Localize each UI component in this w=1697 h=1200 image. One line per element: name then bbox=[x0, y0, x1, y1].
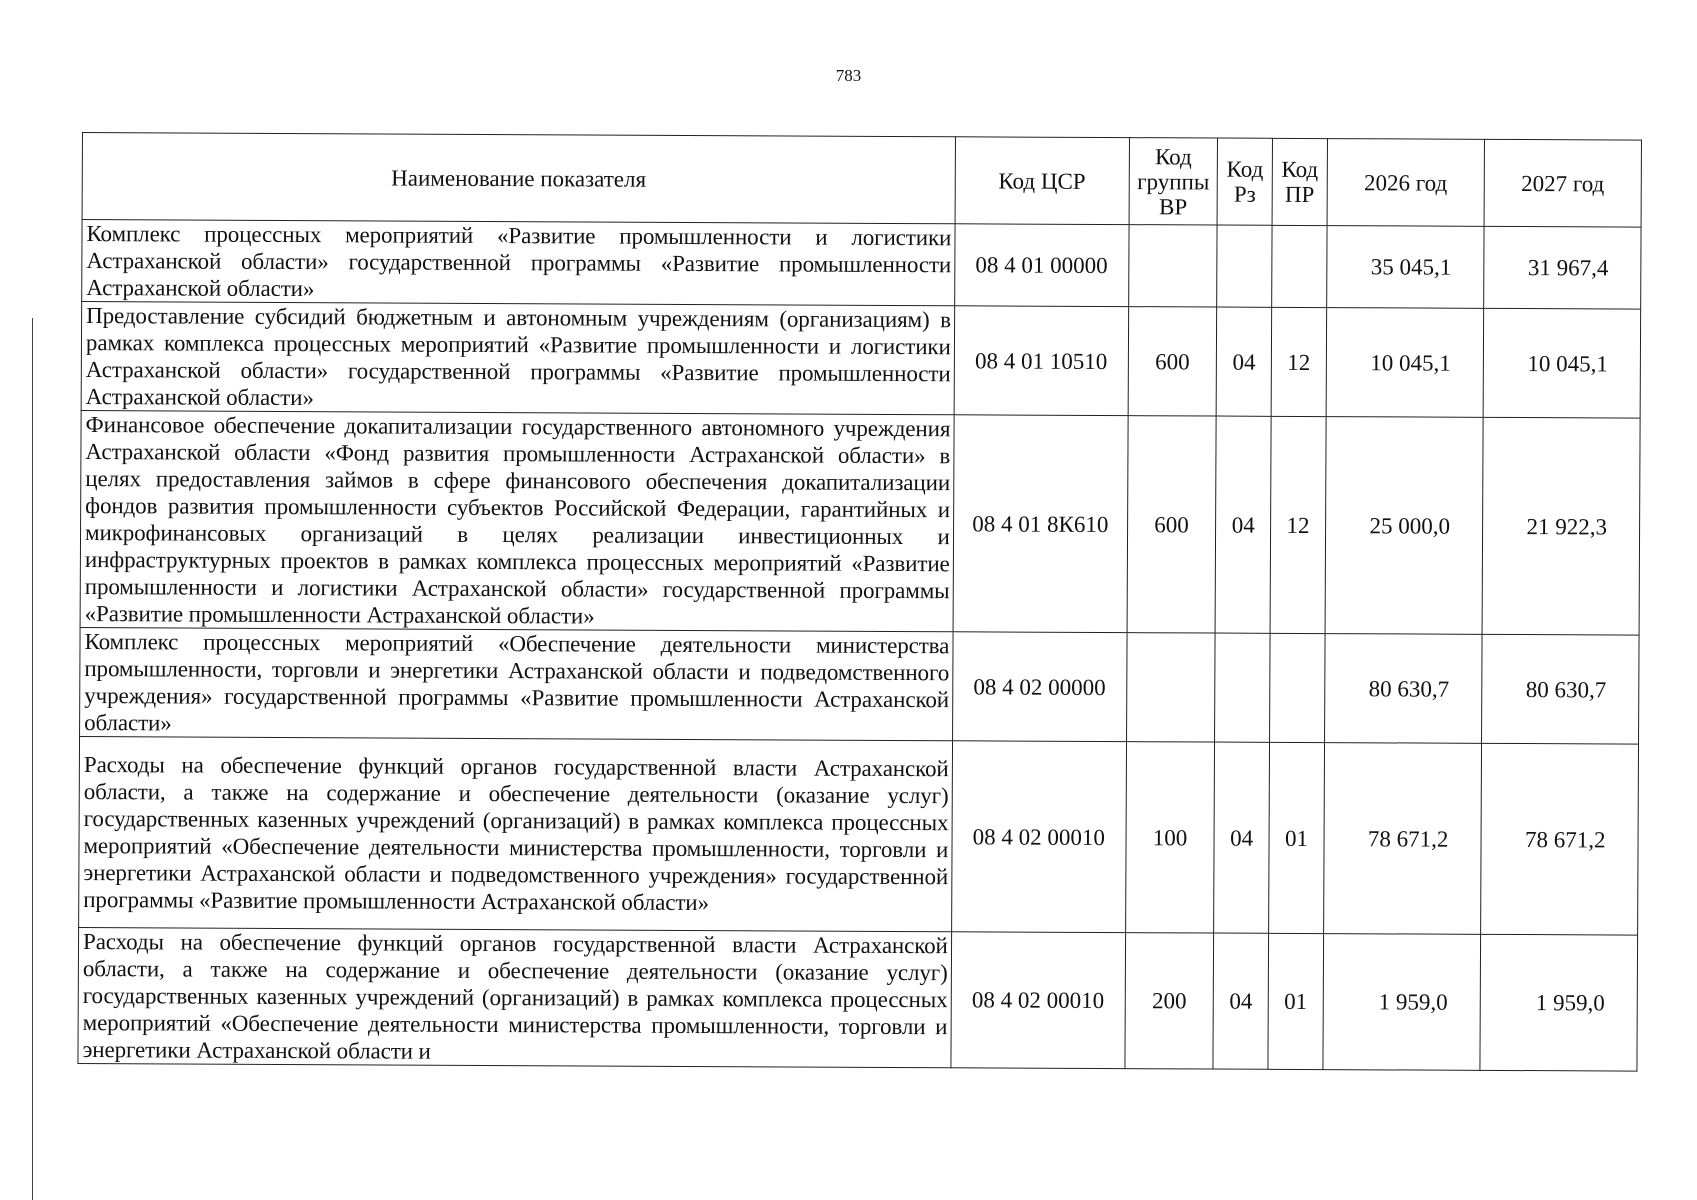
cell-2027: 10 045,1 bbox=[1483, 308, 1641, 418]
table-row bbox=[82, 220, 1641, 310]
cell-2026: 35 045,1 bbox=[1327, 226, 1484, 309]
margin-line bbox=[32, 318, 33, 1200]
cell-vr: 600 bbox=[1127, 416, 1217, 633]
budget-table-container bbox=[77, 132, 1642, 1072]
page-number: 783 bbox=[835, 66, 862, 85]
table-header bbox=[82, 133, 1641, 228]
cell-pr: 01 bbox=[1269, 742, 1325, 933]
header-row bbox=[82, 133, 1641, 228]
cell-name: Финансовое обеспечение докапитализации государственного автономного учреждения Астраханской области «Фонд развития промышленности Астраханской области» в целях предоставления займов в сфере финансового обеспечения докапитализации фондов развития промышленности субъектов Российской Федерации, гарантийных и микрофинансовых организаций в целях реализации инвестиционных и инфраструктурных проектов в рамках комплекса процессных мероприятий «Развитие промышленности и логистики Астраханской области» государственной программы «Развитие промышленности Астраханской области» bbox=[80, 410, 954, 631]
header-2027: 2027 год bbox=[1484, 139, 1642, 227]
cell-csr: 08 4 02 00010 bbox=[951, 741, 1126, 933]
cell-vr: 100 bbox=[1125, 742, 1214, 933]
table-row bbox=[81, 302, 1641, 419]
cell-2027: 78 671,2 bbox=[1481, 743, 1639, 935]
table-row bbox=[80, 410, 1640, 635]
table-body bbox=[78, 220, 1641, 1072]
cell-name: Расходы на обеспечение функций органов государственной власти Астраханской области, а также на содержание и обеспечение деятельности (оказание услуг) государственных казенных учреждений (организаций) в рамках комплекса процессных мероприятий «Обеспечение деятельности министерства промышленности, торговли и энергетики Астраханской области и подведомственного учреждения» государственной программы «Развитие промышленности Астраханской области» bbox=[79, 736, 953, 931]
cell-2026: 10 045,1 bbox=[1326, 308, 1484, 418]
cell-vr bbox=[1128, 225, 1217, 307]
cell-2026: 25 000,0 bbox=[1325, 417, 1483, 635]
cell-rz: 04 bbox=[1213, 933, 1268, 1069]
cell-2027: 21 922,3 bbox=[1482, 417, 1640, 635]
table-row bbox=[80, 627, 1640, 744]
cell-vr bbox=[1126, 633, 1215, 742]
cell-2027: 80 630,7 bbox=[1481, 634, 1639, 744]
cell-name: Комплекс процессных мероприятий «Развитие промышленности и логистики Астраханской области» государственной программы «Развитие промышленности Астраханской области» bbox=[82, 220, 955, 306]
cell-vr: 200 bbox=[1125, 933, 1214, 1069]
header-2026: 2026 год bbox=[1327, 139, 1484, 227]
cell-2027: 1 959,0 bbox=[1480, 934, 1638, 1071]
cell-csr: 08 4 02 00010 bbox=[951, 932, 1126, 1069]
cell-name: Расходы на обеспечение функций органов государственной власти Астраханской области, а также на содержание и обеспечение деятельности (оказание услуг) государственных казенных учреждений (организаций) в рамках комплекса процессных мероприятий «Обеспечение деятельности министерства промышленности, торговли и энергетики Астраханской области и bbox=[78, 927, 951, 1067]
cell-2026: 1 959,0 bbox=[1323, 934, 1481, 1071]
cell-rz: 04 bbox=[1214, 742, 1270, 933]
cell-rz: 04 bbox=[1215, 416, 1271, 633]
header-rz: Код Рз bbox=[1217, 138, 1272, 225]
cell-pr bbox=[1272, 225, 1327, 307]
header-csr: Код ЦСР bbox=[955, 137, 1129, 225]
cell-csr: 08 4 01 00000 bbox=[954, 224, 1128, 307]
cell-rz bbox=[1217, 225, 1272, 307]
header-name: Наименование показателя bbox=[82, 133, 955, 224]
cell-csr: 08 4 01 8К610 bbox=[953, 415, 1128, 633]
cell-2026: 80 630,7 bbox=[1324, 634, 1482, 744]
cell-rz: 04 bbox=[1216, 307, 1271, 416]
cell-name: Комплекс процессных мероприятий «Обеспечение деятельности министерства промышленности, торговли и энергетики Астраханской области и подведомственного учреждения» государственной программы «Развитие промышленности Астраханской области» bbox=[80, 627, 953, 740]
cell-pr: 12 bbox=[1271, 307, 1326, 416]
cell-2026: 78 671,2 bbox=[1323, 743, 1481, 935]
header-pr: Код ПР bbox=[1272, 138, 1327, 225]
cell-pr: 01 bbox=[1268, 933, 1323, 1069]
header-vr: Код группы ВР bbox=[1129, 138, 1218, 225]
cell-pr bbox=[1270, 633, 1325, 742]
cell-name: Предоставление субсидий бюджетным и автономным учреждениям (организациям) в рамках комплекса процессных мероприятий «Развитие промышленности и логистики Астраханской области» государственной программы «Развитие промышленности Астраханской области» bbox=[81, 302, 954, 415]
table-row bbox=[79, 736, 1639, 935]
table-row bbox=[78, 927, 1638, 1071]
cell-vr: 600 bbox=[1128, 307, 1217, 416]
cell-csr: 08 4 02 00000 bbox=[952, 632, 1126, 742]
cell-csr: 08 4 01 10510 bbox=[954, 306, 1128, 416]
cell-rz bbox=[1215, 633, 1270, 742]
cell-2027: 31 967,4 bbox=[1484, 226, 1641, 309]
cell-pr: 12 bbox=[1270, 416, 1326, 633]
budget-table bbox=[77, 132, 1642, 1072]
